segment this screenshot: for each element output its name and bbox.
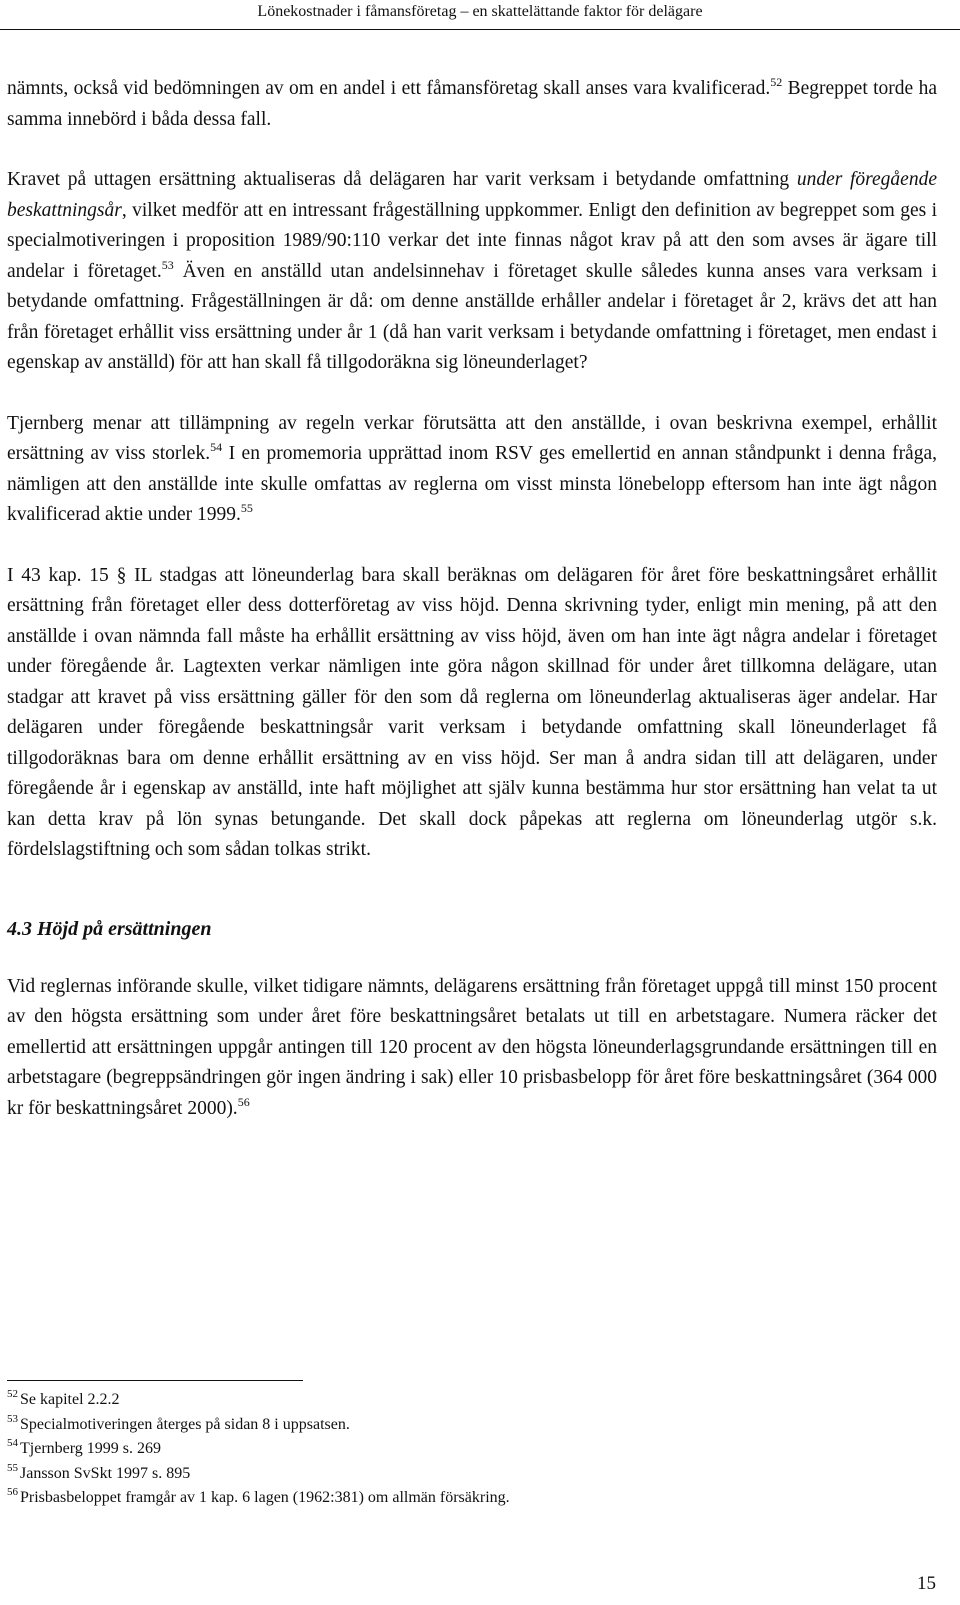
footnote-56 bbox=[7, 1486, 937, 1511]
footnote-text: Specialmotiveringen återges på sidan 8 i uppsatsen. bbox=[20, 1415, 350, 1433]
paragraph-5 bbox=[7, 972, 937, 1125]
paragraph-2-text-b: , vilket medför att en intressant frågeställning uppkommer. Enligt den definition av begreppet som ges i specialmotiveringen i proposition 1989/90:110 verkar det inte finnas något krav på att den som avses är ägare till andelar i företaget. bbox=[7, 199, 937, 282]
footnote-ref-55: 55 bbox=[240, 501, 253, 515]
paragraph-2 bbox=[7, 165, 937, 379]
footnote-ref-52: 52 bbox=[770, 75, 783, 89]
paragraph-2-text-c: Även en anställd utan andelsinnehav i företaget skulle således kunna anses vara verksam i betydande omfattning. Frågeställningen är då: om denne anställde erhåller andelar i företaget år 2, krävs det att han från företaget erhållit viss ersättning under år 1 (då han varit verksam i betydande omfattning i företaget, men endast i egenskap av anställd) för att han skall få tillgodoräkna sig löneunderlaget? bbox=[7, 260, 937, 373]
footnote-number: 54 bbox=[7, 1437, 18, 1449]
footnote-number: 55 bbox=[7, 1461, 18, 1474]
footnote-ref-54: 54 bbox=[210, 440, 223, 454]
header-rule bbox=[0, 29, 960, 30]
paragraph-2-text-a: Kravet på uttagen ersättning aktualiseras då delägaren har varit verksam i betydande omfattning bbox=[7, 169, 797, 190]
footnote-number: 52 bbox=[7, 1388, 18, 1400]
body-text bbox=[7, 74, 937, 1154]
footnote-text: Prisbasbeloppet framgår av 1 kap. 6 lagen (1962:381) om allmän försäkring. bbox=[20, 1489, 510, 1506]
footnote-number: 53 bbox=[7, 1412, 18, 1425]
footnote-number: 56 bbox=[7, 1486, 18, 1498]
paragraph-1-text-b: Begreppet torde ha samma innebörd i båda dessa fall. bbox=[7, 78, 937, 130]
footnote-ref-53: 53 bbox=[161, 257, 174, 272]
paragraph-1-text-a: nämnts, också vid bedömningen av om en andel i ett fåmansföretag skall anses vara kvalificerad. bbox=[7, 78, 771, 99]
paragraph-3-text-a: Tjernberg menar att tillämpning av regeln verkar förutsätta att den anställde, i ovan beskrivna exempel, erhållit ersättning av viss storlek. bbox=[7, 412, 937, 464]
footnote-text: Se kapitel 2.2.2 bbox=[20, 1391, 120, 1408]
running-header: Lönekostnader i fåmansföretag – en skattelättande faktor för delägare bbox=[257, 3, 703, 20]
footnote-54 bbox=[7, 1437, 937, 1462]
footnote-55 bbox=[7, 1462, 937, 1487]
paragraph-5-text: Vid reglernas införande skulle, vilket tidigare nämnts, delägarens ersättning från företaget uppgå till minst 150 procent av den högsta ersättning som under året före beskattningsåret betalats ut till en arbetstagare. Numera räcker det emellertid att ersättningen uppgår antingen till 120 procent av den högsta löneunderlagsgrundande ersättningen till en arbetstagare (begreppsändringen gör ingen ändring i sak) eller 10 prisbasbelopp för året före beskattningsåret (364 000 kr för beskattningsåret 2000). bbox=[7, 975, 937, 1119]
page-number: 15 bbox=[917, 1573, 936, 1594]
paragraph-4: I 43 kap. 15 § IL stadgas att löneunderlag bara skall beräknas om delägaren för året före beskattningsåret erhållit ersättning från företaget eller dess dotterföretag av viss höjd. Denna skrivning tyder, enligt min mening, på att den anställde i ovan nämnda fall måste ha erhållit ersättning av viss höjd, även om han inte ägt några andelar i företaget under föregående år. Lagtexten verkar nämligen inte göra någon skillnad för under året tillkomna delägare, utan stadgar att kravet på viss ersättning gäller för den som då reglerna om löneunderlag aktualiseras äger andelar. Har delägaren under föregående beskattningsår varit verksam i betydande omfattning skall löneunderlaget få tillgodoräknas bara om denne erhållit ersättning av en viss höjd. Ser man å andra sidan till att delägaren, under föregående år i egenskap av anställd, inte haft möjlighet att själv kunna bestämma hur stor ersättning han velat ta ut kan detta krav på lön synas betungande. Det skall dock påpekas att reglerna om löneunderlag utgör s.k. fördelslagstiftning och som sådan tolkas strikt. bbox=[7, 564, 937, 860]
paragraph-3 bbox=[7, 409, 937, 531]
paragraph-3-text-b: I en promemoria upprättad inom RSV ges emellertid en annan ståndpunkt i denna fråga, nämligen att den anställde inte skulle omfattas av reglerna om visst minsta lönebelopp eftersom han inte ägt någon kvalificerad aktie under 1999. bbox=[7, 443, 937, 525]
section-heading: 4.3 Höjd på ersättningen bbox=[7, 917, 212, 940]
footnotes bbox=[7, 1388, 937, 1511]
footnote-text: Jansson SvSkt 1997 s. 895 bbox=[20, 1464, 191, 1482]
footnote-52 bbox=[7, 1388, 937, 1413]
paragraph-1 bbox=[7, 74, 937, 135]
footnote-53 bbox=[7, 1413, 937, 1438]
paragraph-2-emphasis: under föregående beskattningsår bbox=[7, 169, 937, 221]
footnote-text: Tjernberg 1999 s. 269 bbox=[20, 1440, 162, 1457]
footnote-separator bbox=[7, 1380, 303, 1381]
footnote-ref-56: 56 bbox=[237, 1094, 250, 1109]
